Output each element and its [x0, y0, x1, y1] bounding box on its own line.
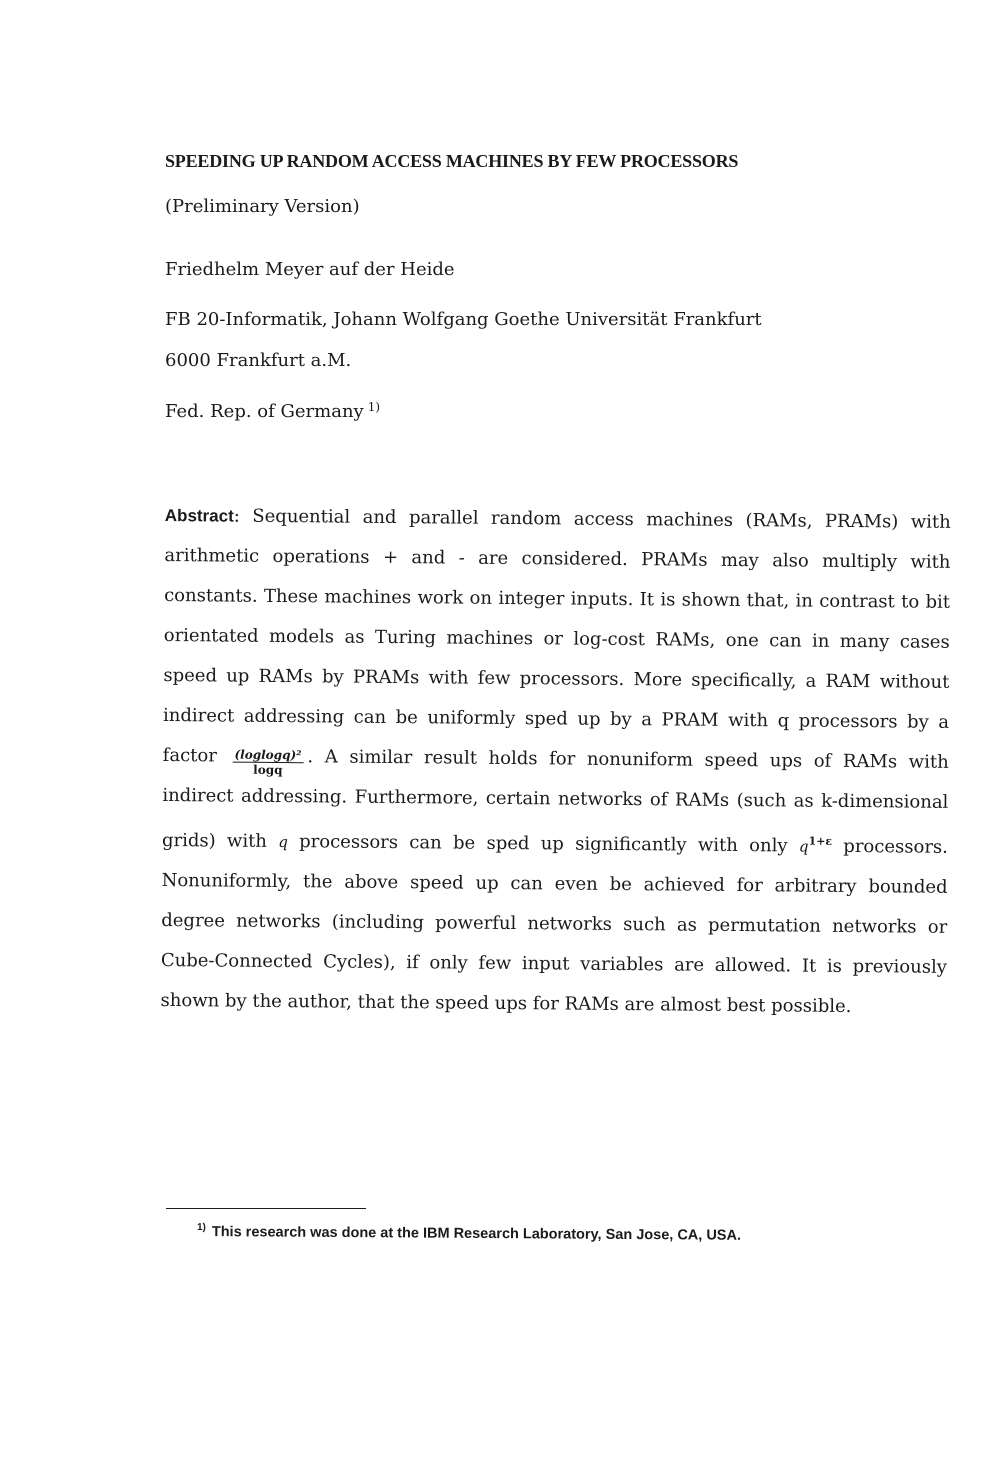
- footnote-divider: [166, 1208, 366, 1209]
- abstract-label-colon: :: [233, 505, 240, 527]
- footnote-reference-mark: 1): [367, 400, 381, 414]
- author-city: 6000 Frankfurt a.M.: [165, 350, 352, 371]
- speedup-fraction: [232, 748, 303, 778]
- exponent-one-plus-epsilon: 1+ε: [808, 834, 833, 848]
- footnote-mark: 1): [196, 1222, 206, 1234]
- paper-title: SPEEDING UP RANDOM ACCESS MACHINES BY FEW PROCESSORS: [165, 151, 739, 171]
- abstract-paragraph: [160, 496, 951, 1028]
- paper-subtitle: (Preliminary Version): [165, 196, 360, 217]
- author-name: Friedhelm Meyer auf der Heide: [165, 259, 455, 280]
- author-country: Fed. Rep. of Germany: [165, 401, 364, 422]
- abstract-text-part1: Sequential and parallel random access machines (RAMs, PRAMs) with arithmetic operations + and - are considered. PRAMs may also multiply with constants. These machines work on integer inputs. It is shown that, in contrast to bit orientated models as Turing machines or log-cost RAMs, one can in many cases speed up RAMs by PRAMs with few processors. More specifically, a RAM without indirect addressing can be uniformly sped up by a PRAM with q processors by a factor: [162, 505, 951, 767]
- variable-q-power: q: [798, 837, 809, 856]
- abstract-label: Abstract: [164, 505, 234, 526]
- author-country-line: [165, 395, 985, 420]
- fraction-denominator: logq: [253, 762, 283, 778]
- abstract-text-part3: processors can be sped up significantly with only: [299, 831, 788, 857]
- variable-q: q: [278, 833, 288, 852]
- author-block: [165, 257, 985, 445]
- fraction-numerator: (loglogq)²: [232, 748, 303, 764]
- footnote-text: This research was done at the IBM Research Laboratory, San Jose, CA, USA.: [211, 1224, 742, 1244]
- abstract-text-part4: processors. Nonuniformly, the above speed up can even be achieved for arbitrary bounded degree networks (including powerful networks such as permutation networks or Cube-Connected Cycles), if only few input variables are allowed. It is previously shown by the author, that the speed ups for RAMs are almost best possible.: [160, 835, 949, 1018]
- abstract-text-part2: . A similar result holds for nonuniform speed ups of RAMs with indirect addressing. Furthermore, certain networks of RAMs (such as k-dimensional grids) with: [161, 746, 949, 852]
- author-affiliation: FB 20-Informatik, Johann Wolfgang Goethe Universität Frankfurt: [165, 309, 762, 330]
- footnote: [197, 1222, 741, 1244]
